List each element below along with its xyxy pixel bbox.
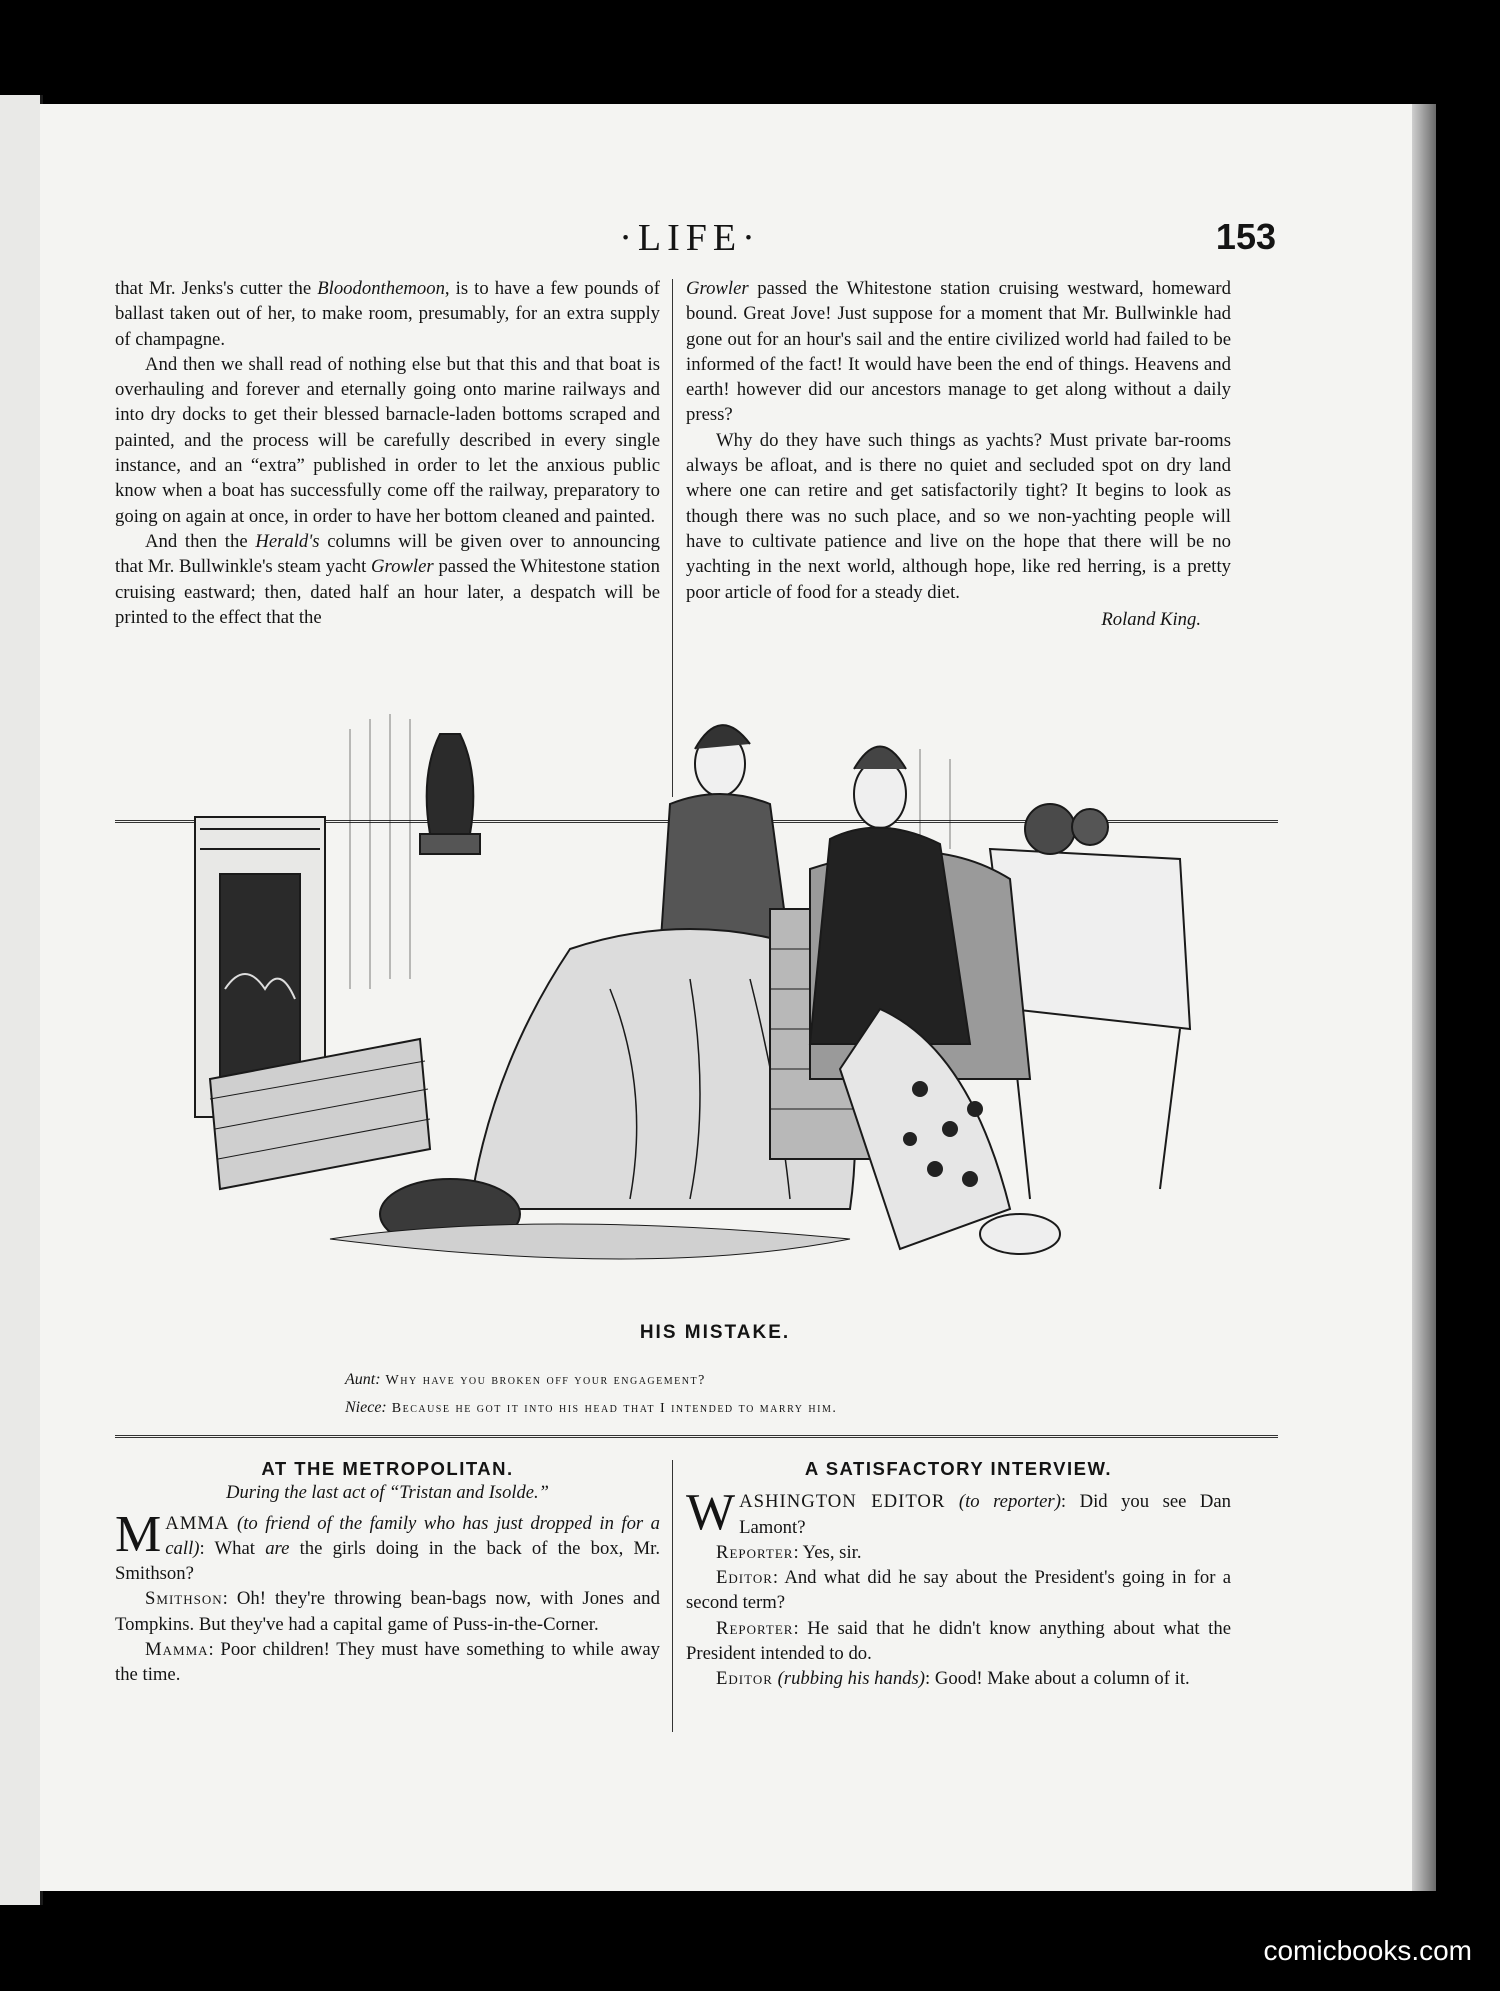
caption-line: Niece: Because he got it into his head that I intended to marry him.	[345, 1399, 838, 1416]
story-subtitle: During the last act of “Tristan and Isolde.”	[226, 1483, 549, 1504]
cartoon-illustration	[190, 709, 1235, 1289]
article-column-right	[686, 276, 1231, 632]
dialogue-line: MAMMA (to friend of the family who has just dropped in for a call): What are the girls doing in the back of the box, Mr. Smithson?	[115, 1505, 661, 1585]
vase	[420, 734, 480, 854]
dialogue-line: Reporter: Yes, sir.	[716, 1541, 862, 1563]
caption-line: Aunt: Why have you broken off your engagement?	[345, 1371, 706, 1388]
facing-page-edge	[0, 95, 43, 1905]
dialogue-line: WASHINGTON EDITOR (to reporter): Did you see Dan Lamont?	[686, 1484, 1232, 1542]
magazine-title: ·LIFE·	[619, 217, 761, 259]
dialogue-line: Reporter: He said that he didn't know anything about what the President intended to do.	[686, 1617, 1231, 1665]
dialogue-line: Editor: And what did he say about the President's going in for a second term?	[686, 1567, 1231, 1614]
story-title: A SATISFACTORY INTERVIEW.	[804, 1458, 1113, 1479]
drop-cap: M	[115, 1505, 162, 1563]
page-number: 153	[1215, 216, 1276, 257]
drop-cap: W	[686, 1484, 736, 1542]
article-paragraph: Why do they have such things as yachts? Must private bar-rooms always be afloat, and is there no quiet and secluded spot on dry land where one can retire and get satisfactorily tight? It begins to look as though there was no such place, and so we non-yachting people will have to cultivate patience and live on the hope that there will be no yachting in the next world, although hope, like red herring, is a pretty poor article of food for a steady diet.	[686, 429, 1231, 603]
dialogue-line: Editor (rubbing his hands): Good! Make about a column of it.	[716, 1668, 1190, 1690]
story-metropolitan	[115, 1456, 660, 1688]
page-binding-shadow	[1412, 104, 1436, 1891]
article-paragraph: Growler passed the Whitestone station cruising westward, homeward bound. Great Jove! Just suppose for a moment that Mr. Bullwinkle had gone out for an hour's sail and the entire civilized world had failed to be informed of the fact! It would have been the end of things. Heavens and earth! however did our ancestors manage to get along without a daily press?	[686, 278, 1231, 426]
dialogue-line: Mamma: Poor children! They must have something to while away the time.	[115, 1639, 660, 1686]
column-divider	[672, 1460, 673, 1732]
article-paragraph: that Mr. Jenks's cutter the Bloodonthemoon, is to have a few pounds of ballast taken out of her, to make room, presumably, for an extra supply of champagne.	[115, 278, 660, 350]
story-interview	[686, 1456, 1231, 1692]
article-paragraph: And then the Herald's columns will be given over to announcing that Mr. Bullwinkle's steam yacht Growler passed the Whitestone station cruising eastward; then, dated half an hour later, a despatch will be printed to the effect that the	[115, 530, 661, 628]
footstool	[980, 1214, 1060, 1254]
article-paragraph: And then we shall read of nothing else but that this and that boat is overhauling and forever and eternally going onto marine railways and into dry docks to get their blessed barnacle-laden bottoms scraped and painted, and the process will be carefully described in every single instance, and an “extra” published in order to let the anxious public know when a boat has successfully come off the railway, preparatory to going on again at once, in order to have her bottom cleaned and painted.	[115, 353, 660, 527]
site-watermark: comicbooks.com	[1263, 1935, 1472, 1966]
cartoon-caption	[345, 1366, 1125, 1422]
section-rule	[115, 1435, 1278, 1441]
magazine-page	[40, 104, 1436, 1891]
article-column-left	[115, 276, 660, 630]
cartoon-title: HIS MISTAKE.	[639, 1322, 791, 1343]
dialogue-line: Smithson: Oh! they're throwing bean-bags now, with Jones and Tompkins. But they've had a capital game of Puss-in-the-Corner.	[115, 1588, 660, 1635]
story-title: AT THE METROPOLITAN.	[261, 1458, 514, 1479]
author-signature: Roland King.	[1101, 608, 1201, 630]
